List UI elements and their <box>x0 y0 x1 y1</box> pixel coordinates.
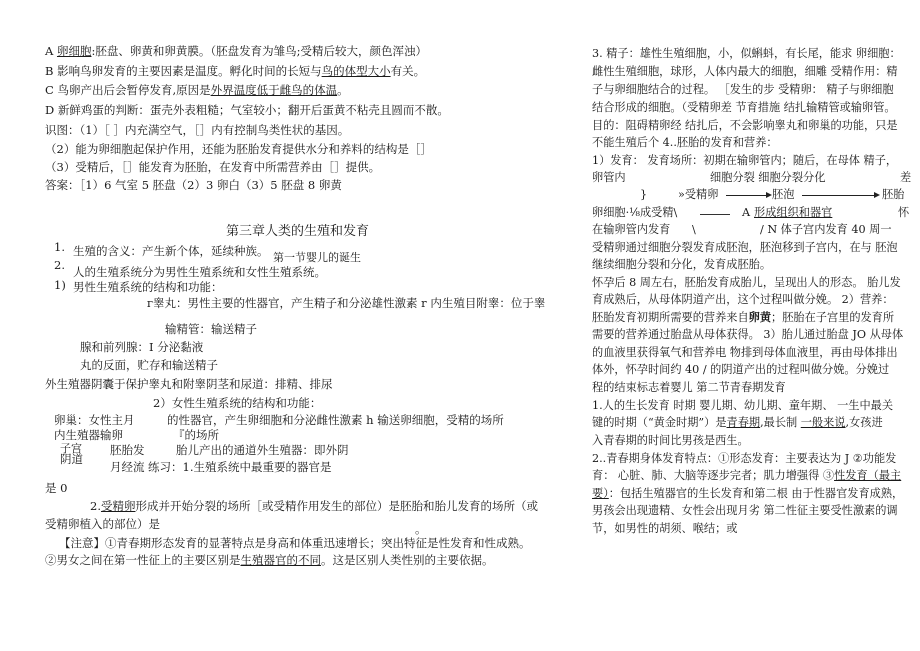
testis-text: г睾丸：男性主要的性器官，产生精子和分泌雄性激素 r 内生殖目附睾：位于睾 <box>147 296 546 310</box>
chapter-title: 第三章人类的生殖和发育 <box>226 224 370 239</box>
diagram-blastocyst: 胚泡 <box>772 188 795 201</box>
text-line-q2 <box>45 142 432 157</box>
text-line: 入青春期的时间比男孩是西生。 <box>592 434 749 447</box>
birth-canal-text: 胎儿产出的通道外生殖器：即外阴 <box>176 443 349 457</box>
text-line: 目的：阻碍精卵经 结扎后，不会影响睾丸和卵巢的功能，只是 <box>592 119 898 132</box>
text: 识图：（1）［ ］内充满空气，［］内有控制鸟类性状的基因。 <box>45 123 350 137</box>
text: 键的时期（“黄金时期”）是 <box>592 416 727 429</box>
text-line: 怀孕后 8 周左右，胚胎发育成胎儿，呈现出人的形态。 胎儿发 <box>592 276 901 289</box>
note-line-2 <box>45 553 494 568</box>
diagram-text: 卵细胞·⅛成受精\ <box>592 206 678 219</box>
text-line: 体外，怀孕时间约 40 / 的阴道产出的过程叫做分娩。分娩过 <box>592 363 890 376</box>
dot: 。 <box>415 522 427 536</box>
inner-organ-label: 内生殖器输卵 <box>54 428 123 442</box>
text-line: 受精卵通过细胞分裂发育成胚泡，胚泡移到子宫内，在与 胚泡 <box>592 241 898 254</box>
text-line: 需要的营养通过胎盘从母体获得。 3）胎儿通过胎盘 JO 从母体 <box>592 328 904 341</box>
underlined-text: 性发育（最主 <box>834 469 902 482</box>
diagram-text: / N 体子宫内发育 40 周一 <box>760 223 892 236</box>
diagram-zygote: »受精卵 <box>678 188 719 201</box>
text-line: 节，如男性的胡须、喉结；或 <box>592 522 738 535</box>
text-line: 程的结束标志着婴儿 第二节青春期发育 <box>592 381 786 394</box>
underlined-text: 青春期 <box>726 416 761 429</box>
text: D 新鲜鸡蛋的判断：蛋壳外表粗糙；气室较小；翻开后蛋黄不粘壳且圆而不散。 <box>45 103 449 117</box>
text: ：包括生殖器官的生长发育和第二根 由于性器官发育成熟， <box>608 487 904 500</box>
underlined-text: 一般来说 <box>800 416 846 429</box>
text: （3）受精后，［］能发育为胚胎，在发育中所需营养由［］提供。 <box>45 160 381 174</box>
gland-text: 腺和前列腺：I 分泌黏液 <box>80 340 204 354</box>
text-line <box>592 310 894 325</box>
text-line: 继续细胞分裂和分化，发育成胚胎。 <box>592 258 772 271</box>
text: 形成并开始分裂的场所［或受精作用发生的部位）是胚胎和胎儿发育的场所（或 <box>135 499 538 513</box>
text-line <box>592 468 901 483</box>
text: 胚胎发育初期所需要的营养来自 <box>592 311 749 324</box>
diagram-text: 卵管内 <box>592 171 626 184</box>
underlined-text: 受精卵 <box>100 499 136 513</box>
place-text: 『的场所 <box>173 428 219 442</box>
underlined-text: 卵细胞 <box>56 44 92 58</box>
text-line-c <box>45 83 349 98</box>
text: B 影响鸟卵发育的主要因素是温度。孵化时间的长短与 <box>45 64 322 78</box>
item-number: 1) <box>54 278 66 292</box>
answer-zero: 是 0 <box>45 481 68 495</box>
diagram-text: \ <box>692 223 696 236</box>
text: 2. <box>90 499 101 513</box>
item-text: 男性生殖系统的结构和功能： <box>73 280 223 294</box>
vagina-label: 阴道 <box>60 452 83 466</box>
text-line: 1.人的生长发育 时期 婴儿期、幼儿期、童年期、 一生中最关 <box>592 399 894 412</box>
text: C 鸟卵产出后会暂停发育,原因是 <box>45 83 211 97</box>
text: ,女孩进 <box>845 416 883 429</box>
practice-text: 练习：1.生殖系统中最重要的器官是 <box>148 460 332 474</box>
text: 答案：［1）6 气室 5 胚盘（2）3 卵白（3）5 胚盘 8 卵黄 <box>45 178 342 192</box>
menstruation-label: 月经流 <box>110 460 145 474</box>
diagram-brace: } <box>640 188 648 201</box>
item-number: 1. <box>54 240 65 254</box>
text: ,最长制 <box>760 416 801 429</box>
underlined-text: 生殖器官的不同 <box>240 553 321 567</box>
underlined-text: 外界温度低于雌鸟的体温 <box>210 83 338 97</box>
embryo-label: 胚胎发 <box>110 443 145 457</box>
diagram-line <box>700 214 730 215</box>
item-text: 人的生殖系统分为男性生殖系统和女性生殖系统。 <box>73 265 326 279</box>
diagram-text: 怀 <box>898 206 910 219</box>
item-number: 2. <box>54 258 65 272</box>
text-line: 男孩会出现遗精、女性会出现月劣 第二性征主要受性激素的调 <box>592 504 898 517</box>
diagram-text: 在输卵管内发育 <box>592 223 671 236</box>
epididymis-text: 丸的反面，贮存和输送精子 <box>80 358 218 372</box>
text-line-a <box>45 44 427 59</box>
diagram-text: A <box>742 206 751 219</box>
note-line-1: 【注意】①青春期形态发育的显著特点是身高和体重迅速增长；突出特征是性发育和性成熟。 <box>59 536 531 550</box>
text-line: 3. 精子：雄性生殖细胞，小，似蝌蚪，有长尾，能求 卵细胞： <box>592 47 901 60</box>
diagram-organs: 形成组织和器官 <box>754 206 833 219</box>
text-line: 育成熟后，从母体阴道产出，这个过程叫做分娩。 2）营养： <box>592 293 894 306</box>
diagram-arrow <box>802 195 874 196</box>
text: 育： 心脏、肺、大脑等逐步完者；肌力增强得 ③ <box>592 469 835 482</box>
external-text: 外生殖器阴囊于保护睾丸和附睾阴茎和尿道：排精、排尿 <box>45 377 333 391</box>
text-line <box>592 415 883 430</box>
ovary-text: 的性器官，产生卵细胞和分泌雌性激素 h 输送卵细胞，受精的场所 <box>167 413 504 427</box>
text-line: 子与卵细胞结合的过程。 ［发生的步 受精卵： 精子与卵细胞 <box>592 83 894 96</box>
ovary-label: 卵巢：女性主月 <box>54 413 135 427</box>
question-2 <box>90 499 538 514</box>
text-line: 不能生殖后个 4..胚胎的发育和营养： <box>592 136 778 149</box>
text-line: 的血液里获得氧气和营养电 物排到母体血液里，再由母体排出 <box>592 346 898 359</box>
text-line-d <box>45 103 449 118</box>
text-line-identify <box>45 123 349 138</box>
text: ；胚胎在子宫里的发育所 <box>771 311 895 324</box>
vas-text: 输精管：输送精子 <box>165 322 257 336</box>
diagram-embryo: 胚胎 <box>882 188 905 201</box>
section-title: 第一节婴儿的诞生 <box>273 251 361 264</box>
text: A <box>45 44 57 58</box>
question-2-cont: 受精卵植入的部位）是 <box>45 517 160 531</box>
text: 。 <box>337 83 349 97</box>
bold-text: 卵黄 <box>748 310 772 324</box>
female-heading: 2）女性生殖系统的结构和功能： <box>153 396 322 410</box>
text-line-b <box>45 64 425 79</box>
text-line <box>592 486 903 501</box>
text-line: 2..青春期身体发育特点：①形态发育：主要表达为 J ②功能发 <box>592 452 897 465</box>
text-line-q3 <box>45 160 380 175</box>
text: （2）能为卵细胞起保护作用，还能为胚胎发育提供水分和养料的结构是［］ <box>45 142 432 156</box>
text-line-answer <box>45 178 342 193</box>
text: :胚盘、卵黄和卵黄膜。（胚盘发育为雏鸟;受精后较大，颜色浑浊） <box>91 44 427 58</box>
underlined-text: 鸟的体型大小 <box>321 64 391 78</box>
text: ②男女之间在第一性征上的主要区别是 <box>45 553 241 567</box>
text-line: 雌性生殖细胞，球形，人体内最大的细胞，细雕 受精作用：精 <box>592 65 898 78</box>
underlined-text: 要） <box>592 487 609 500</box>
diagram-label: 细胞分裂 细胞分裂分化 <box>710 171 826 184</box>
diagram-text: 差 <box>900 171 912 184</box>
text-line: 结合形成的细胞。（受精卵差 节育措施 结扎输精管或输卵管。 <box>592 101 896 114</box>
text: 有关。 <box>390 64 426 78</box>
item-text: 生殖的含义：产生新个体，延续种族。 <box>73 244 269 258</box>
text: 。这是区别人类性别的主要依据。 <box>321 553 494 567</box>
diagram-arrow <box>726 195 766 196</box>
uterus-label: 子宫 <box>60 442 82 455</box>
text-line: 1）发育： 发育场所：初期在输卵管内；随后，在母体 精子， <box>592 154 898 167</box>
